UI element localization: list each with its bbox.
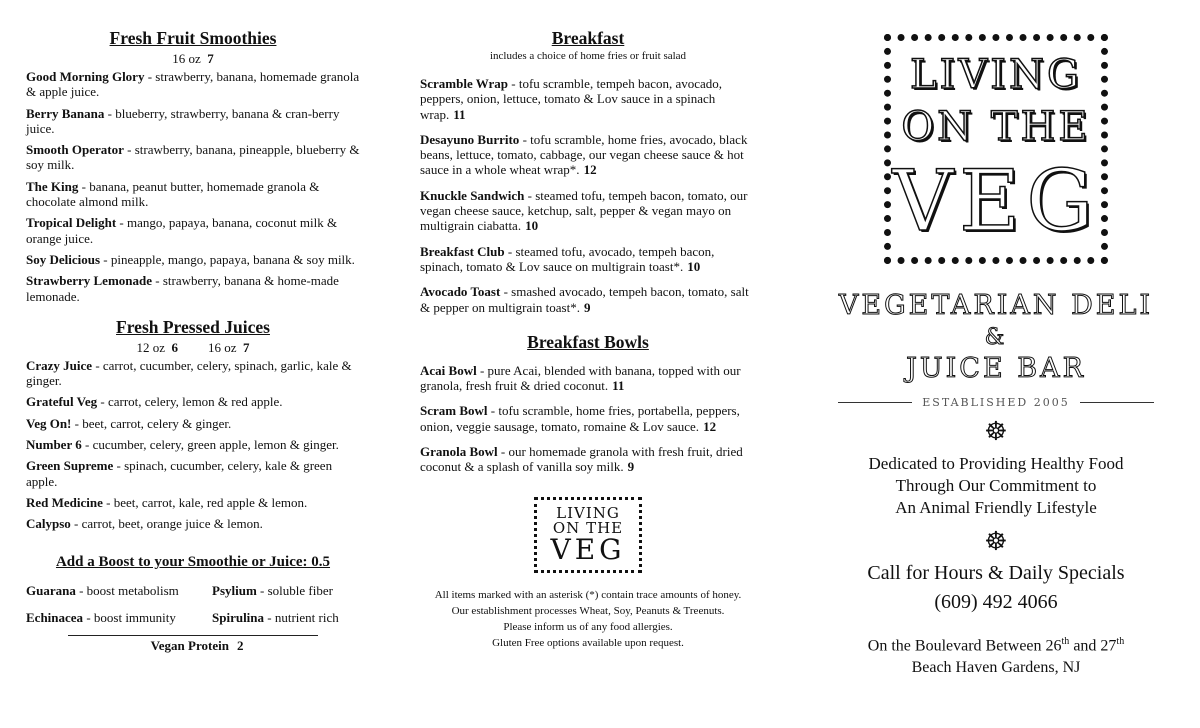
item-name: Acai Bowl [420, 362, 477, 378]
address-text: and 27 [1069, 637, 1117, 655]
item-desc: - smashed avocado, tempeh bacon, tomato, salt & pepper on multigrain toast*. [420, 284, 749, 315]
address-line: Beach Haven Gardens, NJ [911, 659, 1081, 677]
menu-item [420, 188, 756, 234]
menu-item [420, 244, 756, 275]
item-desc: - blueberry, strawberry, banana & cran-berry juice. [26, 105, 340, 136]
item-name: Grateful Veg [26, 394, 98, 410]
item-name: Granola Bowl [420, 444, 498, 460]
size-label: 12 oz [136, 339, 165, 355]
item-name: Breakfast Club [420, 243, 505, 259]
note-line: All items marked with an asterisk (*) contain trace amounts of honey. [434, 588, 742, 601]
menu-item [26, 69, 360, 100]
item-name: Echinacea [26, 609, 84, 625]
address-line [838, 631, 1154, 657]
tagline-line: Through Our Commitment to [895, 476, 1097, 495]
brand-column [838, 0, 1154, 728]
item-price: 11 [612, 378, 625, 394]
logo-line: ON THE [552, 518, 624, 537]
item-price: 12 [703, 418, 717, 434]
ampersand: & [984, 325, 1008, 350]
smoothies-juices-column [26, 0, 360, 728]
menu-item [420, 132, 756, 178]
ordinal: th [1116, 636, 1125, 647]
item-desc: - carrot, cucumber, celery, spinach, garlic, kale & ginger. [26, 357, 352, 389]
menu-notes [420, 587, 756, 651]
menu-item [26, 215, 360, 246]
item-price: 2 [236, 637, 244, 653]
item-price: 9 [583, 299, 591, 315]
bowls-list [420, 363, 756, 475]
bowls-title: Breakfast Bowls [527, 331, 649, 352]
item-name: Number 6 [26, 437, 82, 453]
item-name: Strawberry Lemonade [26, 273, 153, 289]
item-name: Vegan Protein [150, 637, 229, 653]
menu-item [420, 284, 756, 315]
item-name: Avocado Toast [420, 284, 501, 300]
item-price: 12 [583, 162, 597, 178]
menu-item [26, 358, 360, 389]
item-desc: - strawberry, banana & home-made lemonade. [26, 273, 339, 304]
juice-sizes [26, 340, 360, 356]
size-label: 16 oz [208, 339, 237, 355]
menu-item [420, 363, 756, 394]
menu-item [26, 273, 360, 304]
item-desc: - tofu scramble, home fries, avocado, black beans, lettuce, tomato, cabbage, our vegan cheese sauce & hot sauce in a whole wheat wrap*. [420, 131, 748, 178]
menu-item [26, 142, 360, 173]
divider [838, 402, 912, 403]
tagline-line: An Animal Friendly Lifestyle [895, 498, 1097, 517]
item-name: Calypso [26, 516, 71, 532]
breakfast-subtitle: includes a choice of home fries or fruit salad [489, 50, 687, 62]
size-label: 16 oz [172, 51, 201, 66]
item-desc: - strawberry, banana, homemade granola & apple juice. [26, 69, 360, 100]
ship-wheel-icon: ☸ [984, 527, 1008, 556]
item-desc: - tofu scramble, tempeh bacon, avocado, peppers, onion, lettuce, tomato & Lov sauce in a spinach wrap. [420, 76, 723, 122]
item-name: Smooth Operator [26, 142, 124, 158]
item-desc: - strawberry, banana, pineapple, blueberry & soy milk. [26, 142, 360, 173]
item-desc: - beet, carrot, kale, red apple & lemon. [102, 494, 308, 510]
item-name: Red Medicine [26, 494, 103, 510]
size-price: 7 [243, 339, 250, 355]
item-price: 9 [627, 459, 635, 475]
item-name: Desayuno Burrito [420, 131, 520, 147]
address [838, 631, 1154, 679]
logo-line: VEG [550, 532, 626, 566]
item-name: Spirulina [212, 609, 265, 625]
boost-list [26, 583, 360, 625]
note-line: Please inform us of any food allergies. [503, 620, 673, 633]
item-desc: - soluble fiber [256, 582, 333, 598]
item-name: Berry Banana [26, 105, 105, 121]
item-desc: - boost immunity [83, 609, 176, 625]
item-desc: - beet, carrot, celery & ginger. [71, 415, 232, 431]
item-name: Scramble Wrap [420, 76, 508, 91]
item-desc: - mango, papaya, banana, coconut milk & orange juice. [26, 215, 338, 246]
item-name: Tropical Delight [26, 215, 117, 231]
item-name: Good Morning Glory [26, 69, 145, 84]
menu-item [420, 403, 756, 434]
logo-line: ON THE [901, 104, 1091, 150]
logo-line: LIVING [556, 503, 620, 522]
note-line: Our establishment processes Wheat, Soy, Peanuts & Treenuts. [451, 604, 725, 617]
item-name: The King [26, 178, 79, 194]
juices-title: Fresh Pressed Juices [116, 316, 270, 337]
breakfast-column [420, 0, 756, 728]
vegan-protein [26, 638, 360, 654]
item-name: Guarana [26, 582, 76, 598]
item-desc: - cucumber, celery, green apple, lemon & ginger. [81, 437, 339, 453]
address-text: On the Boulevard Between 26 [867, 637, 1062, 655]
item-name: Psylium [212, 582, 257, 598]
item-desc: - carrot, celery, lemon & red apple. [97, 394, 283, 410]
menu-item [26, 106, 360, 137]
item-desc: - banana, peanut butter, homemade granola & chocolate almond milk. [26, 178, 320, 210]
item-name: Soy Delicious [26, 251, 101, 267]
phone-number: (609) 492 4066 [934, 591, 1058, 613]
item-price: 11 [453, 106, 466, 122]
item-price: 10 [687, 258, 701, 274]
menu-item [26, 179, 360, 210]
breakfast-list [420, 76, 756, 315]
menu-item [26, 495, 360, 510]
item-desc: - steamed tofu, tempeh bacon, tomato, our vegan cheese sauce, ketchup, salt, pepper & vegan mayo on multigrain ciabatta. [420, 187, 748, 234]
item-name: Green Supreme [26, 458, 114, 474]
menu-item [26, 394, 360, 409]
smoothie-list [26, 69, 360, 304]
item-price: 10 [525, 218, 539, 234]
note-line: Gluten Free options available upon request. [492, 636, 684, 649]
divider [68, 635, 318, 636]
boost-item [212, 610, 360, 625]
juice-bar-heading: JUICE BAR [906, 353, 1086, 384]
smoothie-size [26, 51, 360, 67]
item-desc: - steamed tofu, avocado, tempeh bacon, spinach, tomato & Lov sauce on multigrain toast*. [420, 243, 715, 274]
item-desc: - nutrient rich [264, 609, 339, 625]
menu-item [26, 516, 360, 531]
tagline [838, 453, 1154, 519]
ordinal: th [1061, 636, 1070, 647]
item-name: Veg On! [26, 415, 72, 431]
logo-line: LIVING [909, 52, 1082, 98]
boost-item [26, 610, 212, 625]
item-name: Scram Bowl [420, 403, 488, 419]
boost-item [212, 583, 360, 598]
logo-line: VEG [892, 152, 1100, 250]
menu-item [420, 444, 756, 475]
juice-list [26, 358, 360, 532]
ship-wheel-icon: ☸ [984, 417, 1008, 446]
call-text: Call for Hours & Daily Specials [867, 562, 1125, 584]
deli-heading: VEGETARIAN DELI [838, 290, 1154, 321]
item-desc: - our homemade granola with fresh fruit, dried coconut & a splash of vanilla soy milk. [420, 444, 743, 475]
item-name: Crazy Juice [26, 357, 93, 373]
item-desc: - carrot, beet, orange juice & lemon. [70, 516, 263, 532]
size-price: 7 [207, 51, 214, 66]
item-name: Knuckle Sandwich [420, 187, 525, 203]
boost-item [26, 583, 212, 598]
divider [1080, 402, 1154, 403]
menu-item [26, 458, 360, 489]
menu-item [26, 252, 360, 267]
brand-logo [884, 34, 1108, 264]
size-price: 6 [171, 339, 178, 355]
boost-title: Add a Boost to your Smoothie or Juice: 0.5 [55, 553, 331, 570]
smoothies-title: Fresh Fruit Smoothies [109, 28, 277, 48]
menu-item [420, 76, 756, 122]
menu-item [26, 437, 360, 452]
item-desc: - boost metabolism [75, 582, 179, 598]
item-desc: - pure Acai, blended with banana, topped with our granola, fresh fruit & dried coconut. [420, 362, 741, 394]
item-desc: - pineapple, mango, papaya, banana & soy milk. [100, 251, 355, 267]
mini-logo [534, 497, 642, 573]
established: ESTABLISHED 2005 [922, 396, 1070, 409]
item-desc: - tofu scramble, home fries, portabella, peppers, onion, veggie sausage, tomato, romaine & Lov sauce. [420, 403, 740, 434]
item-desc: - spinach, cucumber, celery, kale & green apple. [26, 458, 333, 489]
tagline-line: Dedicated to Providing Healthy Food [868, 454, 1124, 473]
breakfast-title: Breakfast [551, 28, 625, 48]
established-row [838, 396, 1154, 409]
menu-item [26, 416, 360, 431]
